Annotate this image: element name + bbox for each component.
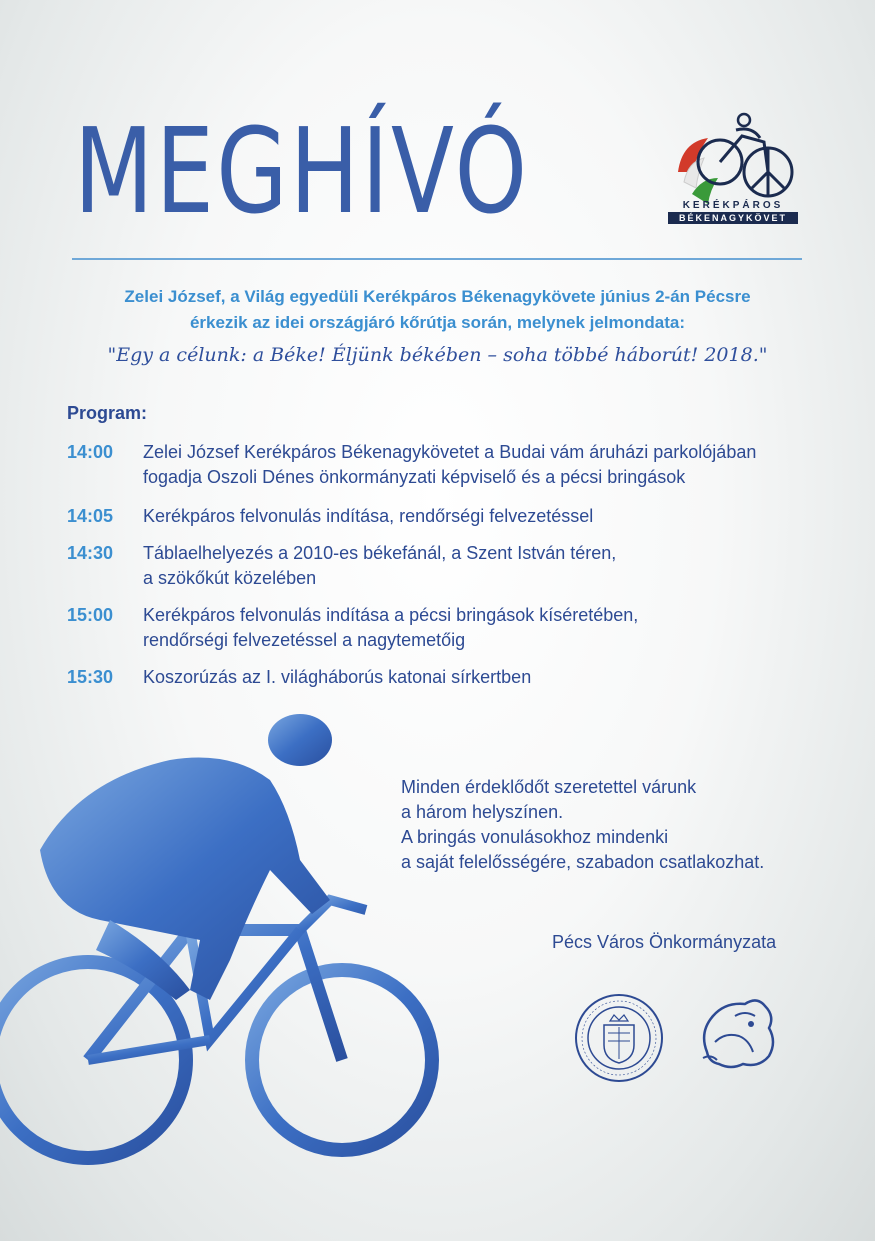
program-line: fogadja Oszoli Dénes önkormányzati képviselő és a pécsi bringások — [143, 467, 686, 487]
closing-line-4: a saját felelősségére, szabadon csatlakozhat. — [401, 852, 765, 872]
program-time: 15:00 — [67, 605, 114, 625]
program-line: rendőrségi felvezetéssel a nagytemetőig — [143, 630, 466, 650]
elephant-emblem-icon — [695, 992, 783, 1072]
program-description — [143, 541, 833, 591]
motto: "Egy a célunk: a Béke! Éljünk békében – soha többé háborút! 2018." — [107, 344, 768, 366]
divider — [72, 258, 802, 260]
closing-line-1: Minden érdeklődőt szeretettel várunk — [401, 777, 697, 797]
signer: Pécs Város Önkormányzata — [552, 932, 777, 952]
intro-text — [60, 284, 815, 336]
program-time: 14:00 — [67, 442, 114, 462]
city-seal-icon — [574, 993, 664, 1083]
program-line: Kerékpáros felvonulás indítása a pécsi bringások kíséretében, — [143, 605, 639, 625]
program-time: 14:05 — [67, 506, 114, 526]
cyclist-silhouette-icon — [0, 700, 440, 1220]
program-line: a szökőkút közelében — [143, 568, 317, 588]
program-description — [143, 440, 833, 490]
program-description — [143, 504, 833, 529]
program-time: 15:30 — [67, 667, 114, 687]
closing-line-2: a három helyszínen. — [401, 802, 564, 822]
closing-line-3: A bringás vonulásokhoz mindenki — [401, 827, 669, 847]
program-line: Koszorúzás az I. világháborús katonai sírkertben — [143, 667, 532, 687]
program-description — [143, 665, 833, 690]
program-description — [143, 603, 833, 653]
closing-text — [401, 775, 821, 875]
program-line: Táblaelhelyezés a 2010-es békefánál, a Szent István téren, — [143, 543, 617, 563]
program-line: Zelei József Kerékpáros Békenagykövetet a Budai vám áruházi parkolójában — [143, 442, 757, 462]
intro-line-2: érkezik az idei országjáró kőrútja során, melynek jelmondata: — [189, 313, 686, 332]
logo-text-bottom: BÉKENAGYKÖVET — [668, 212, 798, 224]
program-time: 14:30 — [67, 543, 114, 563]
intro-line-1: Zelei József, a Világ egyedüli Kerékpáros Békenagykövete június 2-án Pécsre — [124, 287, 751, 306]
program-label: Program: — [67, 403, 148, 423]
page-title: MEGHÍVÓ — [74, 102, 530, 240]
logo-text-top: KERÉKPÁROS — [682, 200, 784, 211]
program-line: Kerékpáros felvonulás indítása, rendőrségi felvezetéssel — [143, 506, 594, 526]
